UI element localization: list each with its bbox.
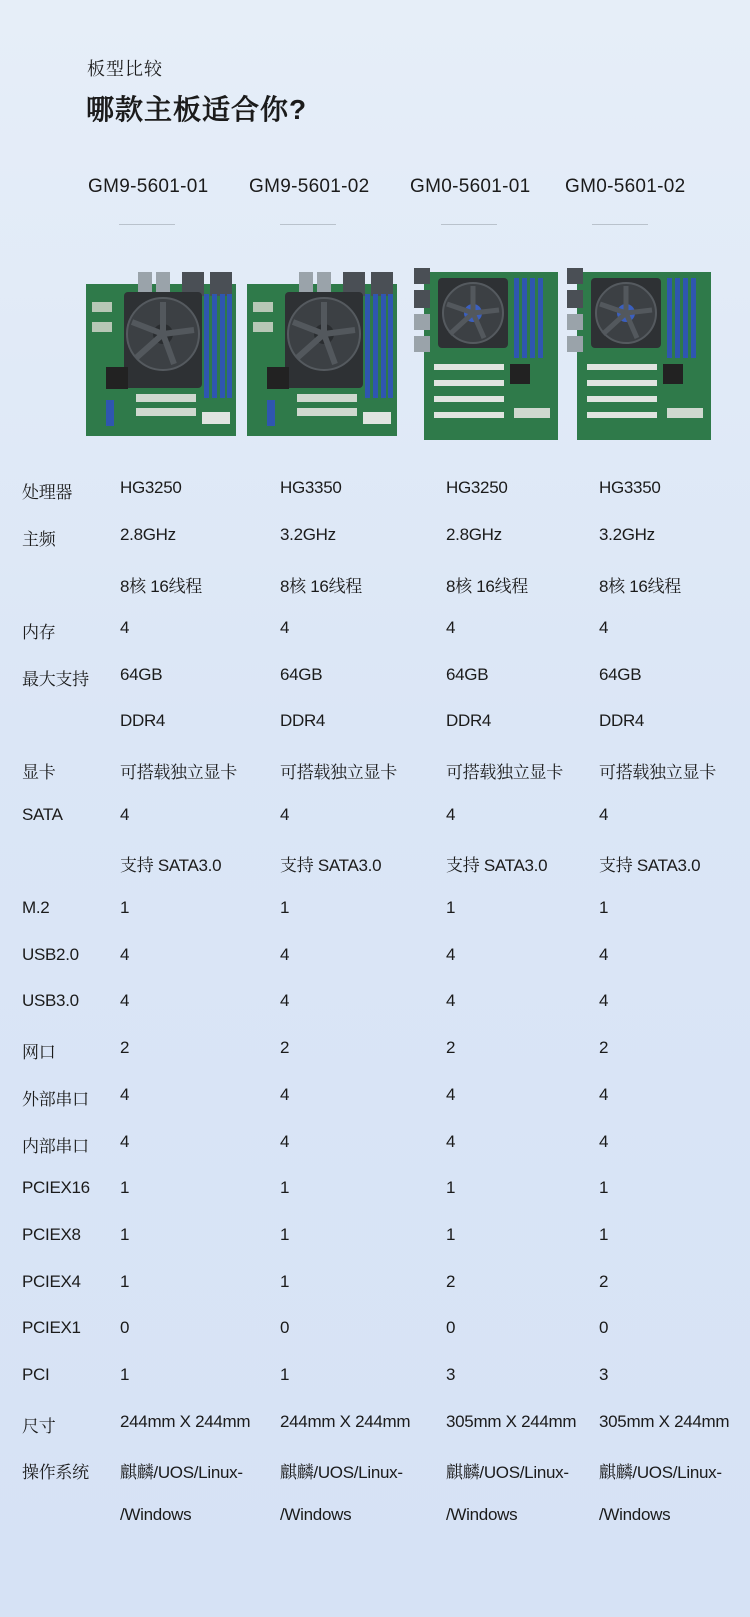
spec-value: 1 (446, 1225, 456, 1244)
spec-value: DDR4 (599, 711, 645, 730)
spec-row (0, 851, 750, 881)
spec-row (0, 1272, 750, 1302)
spec-value: 1 (120, 1178, 130, 1197)
spec-value: 1 (120, 1225, 130, 1244)
spec-value: 麒麟/UOS/Linux- (120, 1463, 243, 1482)
spec-value: 4 (280, 1085, 290, 1104)
spec-value: 支持 SATA3.0 (280, 856, 382, 875)
spec-row (0, 1085, 750, 1115)
spec-label: 最大支持 (22, 670, 89, 689)
spec-value: 64GB (120, 665, 163, 684)
spec-value: 8核 16线程 (120, 577, 202, 596)
spec-value: 可搭载独立显卡 (280, 763, 397, 782)
spec-value: 2.8GHz (120, 525, 176, 544)
spec-row (0, 711, 750, 741)
spec-value: 麒麟/UOS/Linux- (280, 1463, 403, 1482)
spec-label: USB2.0 (22, 945, 79, 964)
spec-value: 1 (280, 1178, 290, 1197)
spec-value: /Windows (280, 1505, 352, 1524)
motherboard-image (567, 268, 711, 440)
spec-value: 1 (446, 898, 456, 917)
divider (592, 224, 648, 225)
spec-value: 3.2GHz (599, 525, 655, 544)
spec-value: 1 (120, 898, 130, 917)
spec-value: 1 (446, 1178, 456, 1197)
spec-value: 麒麟/UOS/Linux- (599, 1463, 722, 1482)
spec-row (0, 665, 750, 695)
spec-value: 1 (280, 1272, 290, 1291)
spec-value: 2 (280, 1038, 290, 1057)
spec-value: 1 (280, 1225, 290, 1244)
spec-value: 1 (280, 898, 290, 917)
spec-value: 4 (280, 945, 290, 964)
spec-row (0, 478, 750, 508)
spec-value: 1 (599, 898, 609, 917)
spec-value: 可搭载独立显卡 (599, 763, 716, 782)
model-name: GM0-5601-02 (565, 176, 686, 197)
spec-value: 1 (599, 1225, 609, 1244)
spec-value: 4 (120, 805, 130, 824)
spec-value: 麒麟/UOS/Linux- (446, 1463, 569, 1482)
spec-label: USB3.0 (22, 991, 79, 1010)
spec-value: HG3250 (120, 478, 182, 497)
spec-value: 3.2GHz (280, 525, 336, 544)
spec-value: 8核 16线程 (446, 577, 528, 596)
model-name: GM9-5601-02 (249, 176, 370, 197)
spec-label: PCIEX1 (22, 1318, 81, 1337)
spec-label: PCIEX16 (22, 1178, 90, 1197)
spec-value: 可搭载独立显卡 (446, 763, 563, 782)
spec-value: 0 (446, 1318, 456, 1337)
spec-label: 内存 (22, 623, 56, 642)
spec-row (0, 618, 750, 648)
spec-value: 支持 SATA3.0 (599, 856, 701, 875)
spec-value: HG3350 (280, 478, 342, 497)
spec-value: /Windows (120, 1505, 192, 1524)
spec-label: PCIEX4 (22, 1272, 81, 1291)
spec-row (0, 1132, 750, 1162)
spec-value: 1 (120, 1365, 130, 1384)
spec-row (0, 1365, 750, 1395)
divider (441, 224, 497, 225)
spec-value: 4 (120, 991, 130, 1010)
spec-value: 4 (120, 618, 130, 637)
spec-value: 4 (446, 1132, 456, 1151)
spec-value: 4 (599, 1085, 609, 1104)
spec-value: 4 (120, 1085, 130, 1104)
spec-value: 305mm X 244mm (446, 1412, 577, 1431)
spec-value: DDR4 (280, 711, 326, 730)
spec-row (0, 1505, 750, 1535)
spec-row (0, 1038, 750, 1068)
spec-value: 4 (446, 945, 456, 964)
spec-label: 处理器 (22, 483, 73, 502)
spec-value: 64GB (446, 665, 489, 684)
spec-value: 4 (280, 805, 290, 824)
spec-row (0, 1178, 750, 1208)
spec-label: SATA (22, 805, 63, 824)
divider (119, 224, 175, 225)
motherboard-image (247, 272, 397, 436)
spec-value: 1 (120, 1272, 130, 1291)
spec-value: 0 (599, 1318, 609, 1337)
spec-row (0, 945, 750, 975)
spec-value: DDR4 (120, 711, 166, 730)
spec-value: 3 (446, 1365, 456, 1384)
spec-value: 4 (446, 805, 456, 824)
spec-value: 64GB (280, 665, 323, 684)
spec-row (0, 805, 750, 835)
spec-value: 4 (599, 805, 609, 824)
spec-row (0, 1458, 750, 1488)
page-title: 哪款主板适合你? (86, 94, 308, 125)
spec-value: 2.8GHz (446, 525, 502, 544)
spec-label: 主频 (22, 530, 56, 549)
spec-label: 操作系统 (22, 1463, 89, 1482)
spec-value: 支持 SATA3.0 (120, 856, 222, 875)
spec-value: 3 (599, 1365, 609, 1384)
spec-value: /Windows (599, 1505, 671, 1524)
spec-value: 4 (120, 945, 130, 964)
spec-value: HG3350 (599, 478, 661, 497)
spec-value: 8核 16线程 (599, 577, 681, 596)
spec-value: 4 (280, 618, 290, 637)
spec-row (0, 1225, 750, 1255)
spec-value: 4 (599, 1132, 609, 1151)
spec-label: 显卡 (22, 763, 56, 782)
spec-value: 1 (599, 1178, 609, 1197)
spec-label: 外部串口 (22, 1090, 89, 1109)
spec-label: PCIEX8 (22, 1225, 81, 1244)
spec-row (0, 1412, 750, 1442)
subtitle: 板型比较 (87, 59, 163, 79)
spec-label: M.2 (22, 898, 50, 917)
spec-value: 4 (599, 991, 609, 1010)
spec-value: /Windows (446, 1505, 518, 1524)
spec-row (0, 525, 750, 555)
spec-row (0, 1318, 750, 1348)
spec-value: 0 (120, 1318, 130, 1337)
spec-value: 2 (599, 1272, 609, 1291)
spec-value: HG3250 (446, 478, 508, 497)
spec-value: 2 (599, 1038, 609, 1057)
spec-value: 4 (280, 991, 290, 1010)
spec-value: 4 (446, 991, 456, 1010)
spec-label: 尺寸 (22, 1417, 56, 1436)
spec-label: PCI (22, 1365, 50, 1384)
spec-row (0, 572, 750, 602)
spec-value: 4 (599, 945, 609, 964)
spec-label: 网口 (22, 1043, 56, 1062)
spec-value: 2 (446, 1272, 456, 1291)
spec-value: 4 (599, 618, 609, 637)
spec-value: DDR4 (446, 711, 492, 730)
spec-row (0, 991, 750, 1021)
spec-label: 内部串口 (22, 1137, 89, 1156)
spec-value: 305mm X 244mm (599, 1412, 730, 1431)
model-name: GM0-5601-01 (410, 176, 531, 197)
spec-value: 2 (446, 1038, 456, 1057)
spec-value: 4 (446, 1085, 456, 1104)
spec-value: 1 (280, 1365, 290, 1384)
spec-value: 支持 SATA3.0 (446, 856, 548, 875)
spec-value: 244mm X 244mm (280, 1412, 411, 1431)
divider (280, 224, 336, 225)
spec-value: 可搭载独立显卡 (120, 763, 237, 782)
spec-value: 0 (280, 1318, 290, 1337)
spec-row (0, 758, 750, 788)
spec-row (0, 898, 750, 928)
spec-value: 4 (280, 1132, 290, 1151)
spec-value: 8核 16线程 (280, 577, 362, 596)
motherboard-image (86, 272, 236, 436)
spec-value: 2 (120, 1038, 130, 1057)
spec-value: 4 (446, 618, 456, 637)
model-name: GM9-5601-01 (88, 176, 209, 197)
motherboard-image (414, 268, 558, 440)
spec-value: 64GB (599, 665, 642, 684)
spec-value: 4 (120, 1132, 130, 1151)
spec-value: 244mm X 244mm (120, 1412, 251, 1431)
